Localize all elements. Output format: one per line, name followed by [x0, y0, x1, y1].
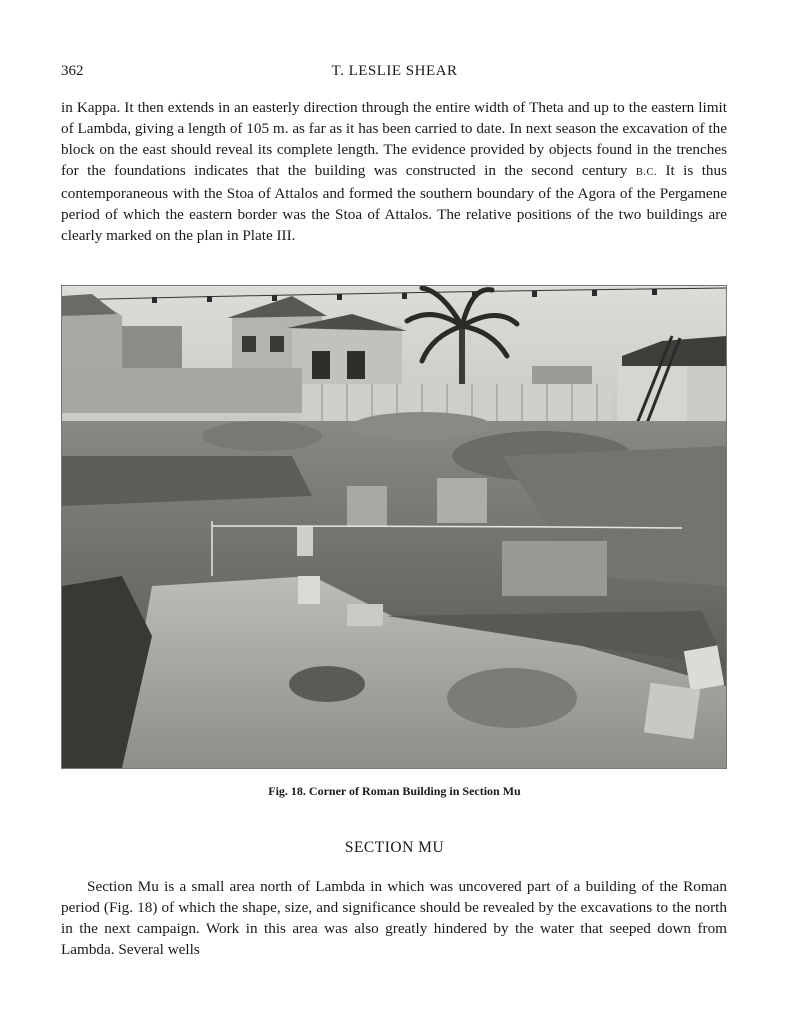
- bc-abbreviation: B.C.: [635, 167, 658, 178]
- excavation-photograph: [61, 285, 727, 769]
- paragraph-text-part-1: in Kappa. It then extends in an easterly direction through the entire width of Theta and up to the eastern limit of Lambda, giving a length of 105 m. as far as it has been carried to date. In next season the excavation of the block on the east should reveal its complete length. The evidence provided by objects found in the trenches for the foundations indicates that the building was constructed in the second century: [61, 99, 727, 179]
- body-paragraph-top: [61, 97, 727, 246]
- section-heading: SECTION MU: [344, 839, 445, 856]
- running-head: T. LESLIE SHEAR: [331, 63, 458, 79]
- body-paragraph-bottom: Section Mu is a small area north of Lambda in which was uncovered part of a building of the Roman period (Fig. 18) of which the shape, size, and significance should be revealed by the excavations to the north in the next campaign. Work in this area was also greatly hindered by the water that seeped down from Lambda. Several wells: [61, 878, 727, 958]
- figure-caption: Fig. 18. Corner of Roman Building in Section Mu: [268, 784, 521, 798]
- page-number: 362: [61, 63, 84, 79]
- paragraph-text-part-2: It is thus contemporaneous with the Stoa of Attalos and formed the southern boundary of the Agora of the Pergamene period of which the eastern border was the Stoa of Attalos. The relative positions of the two buildings are clearly marked on the plan in Plate III.: [61, 162, 728, 244]
